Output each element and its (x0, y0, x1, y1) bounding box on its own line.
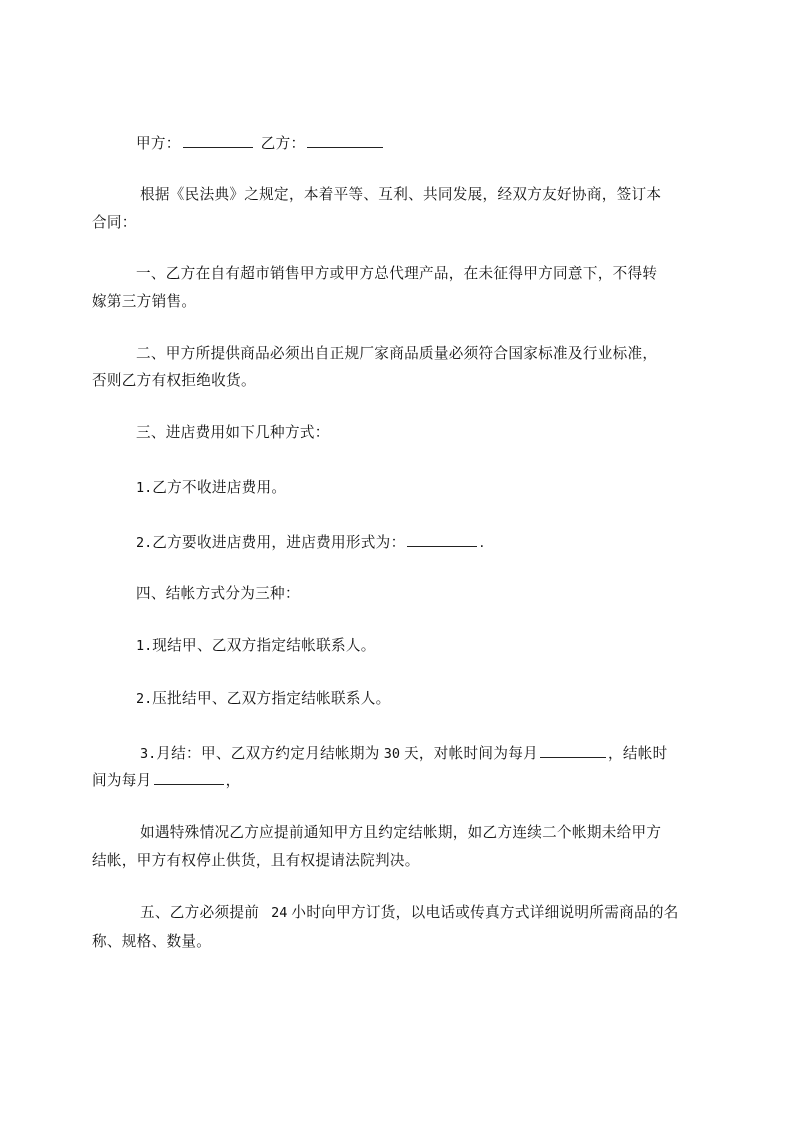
clause-3-item-1 (136, 478, 286, 498)
item-text: 乙方要收进店费用，进店费用形式为： (152, 534, 406, 551)
item-number: 2. (136, 691, 153, 707)
clause-3-heading: 三、进店费用如下几种方式： (136, 424, 330, 441)
settle-days: 30 (383, 746, 400, 762)
settle-date-blank (154, 770, 224, 785)
party-b-blank (307, 133, 383, 148)
clause-2-line-2: 否则乙方有权拒绝收货。 (92, 372, 256, 389)
reconcile-date-blank (540, 743, 606, 758)
item-number: 1. (136, 480, 153, 496)
item-number: 1. (136, 638, 153, 654)
item-text: 天，对帐时间为每月 (403, 745, 538, 762)
preamble-line-2: 合同： (92, 214, 137, 231)
order-hours: 24 (271, 905, 288, 921)
clause-4-item-2 (136, 689, 391, 709)
item-text: 现结甲、乙双方指定结帐联系人。 (152, 637, 376, 654)
special-case-line-1: 如遇特殊情况乙方应提前通知甲方且约定结帐期，如乙方连续二个帐期未给甲方 (140, 824, 662, 841)
party-a-label: 甲方： (136, 135, 181, 152)
clause-5-line-1 (140, 903, 679, 923)
item-text: 间为每月 (92, 772, 152, 789)
clause-4-item-3-line-2 (92, 770, 240, 791)
clause-2-line-1: 二、甲方所提供商品必须出自正规厂家商品质量必须符合国家标准及行业标准， (136, 345, 658, 362)
clause-4-item-1 (136, 636, 376, 656)
item-text: 压批结甲、乙双方指定结帐联系人。 (152, 690, 391, 707)
clause-1-line-2: 嫁第三方销售。 (92, 293, 197, 310)
item-text: ，结帐时 (608, 745, 668, 762)
party-b-label: 乙方： (260, 135, 306, 152)
special-case-line-2: 结帐，甲方有权停止供货，且有权提请法院判决。 (92, 852, 420, 869)
item-text: 乙方不收进店费用。 (152, 479, 287, 496)
clause-4-heading: 四、结帐方式分为三种： (136, 585, 300, 602)
parties-line (136, 133, 385, 154)
clause-5-line-2: 称、规格、数量。 (92, 933, 212, 950)
clause-4-item-3-line-1 (140, 743, 668, 764)
item-text: ， (225, 772, 241, 789)
clause-3-item-2 (136, 532, 484, 553)
clause-1-line-1: 一、乙方在自有超市销售甲方或甲方总代理产品，在未征得甲方同意下，不得转 (136, 265, 658, 282)
party-a-blank (183, 133, 253, 148)
fee-form-blank (407, 532, 477, 547)
item-text: 小时向甲方订货，以电话或传真方式详细说明所需商品的名 (291, 904, 679, 921)
preamble-line-1: 根据《民法典》之规定，本着平等、互利、共同发展，经双方友好协商，签订本 (140, 186, 662, 203)
item-text: 五、乙方必须提前 (140, 904, 260, 921)
item-number: 3. (140, 746, 157, 762)
item-number: 2. (136, 535, 153, 551)
item-text: 月结：甲、乙双方约定月结帐期为 (156, 745, 380, 762)
item-end: . (479, 534, 485, 551)
